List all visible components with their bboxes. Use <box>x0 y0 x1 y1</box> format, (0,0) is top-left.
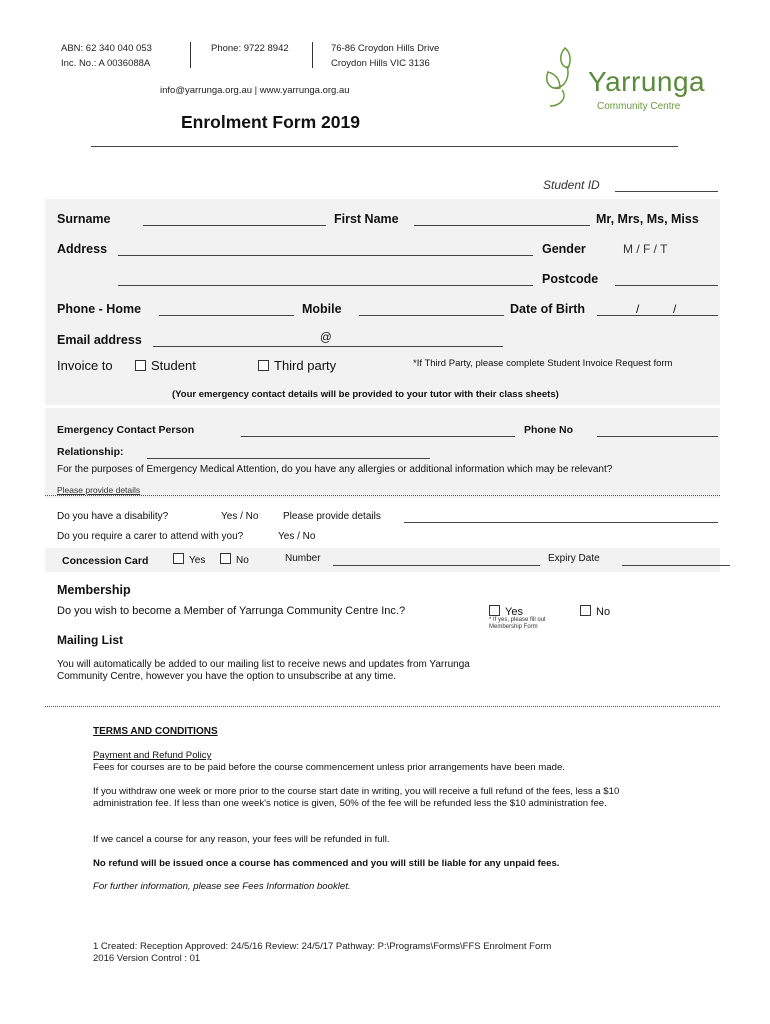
expiry-date-field[interactable] <box>622 565 730 566</box>
surname-label: Surname <box>57 212 111 226</box>
concession-yes-option[interactable] <box>173 553 205 566</box>
invoice-third-party-option[interactable] <box>258 358 336 373</box>
third-party-option-label: Third party <box>274 358 337 373</box>
header-divider <box>312 42 313 68</box>
membership-no-option[interactable] <box>580 605 610 618</box>
membership-yes-checkbox[interactable] <box>489 605 500 616</box>
concession-no-label: No <box>236 555 249 566</box>
disability-question: Do you have a disability? <box>57 511 169 522</box>
address-field-1[interactable] <box>118 255 533 256</box>
logo-subtitle: Community Centre <box>597 101 681 112</box>
contact-line: info@yarrunga.org.au | www.yarrunga.org.au <box>160 85 350 96</box>
emergency-contact-label: Emergency Contact Person <box>57 424 195 436</box>
mobile-field[interactable] <box>359 315 504 316</box>
expiry-date-label: Expiry Date <box>548 553 600 564</box>
surname-field[interactable] <box>143 225 326 226</box>
phone-text: Phone: 9722 8942 <box>211 43 289 54</box>
membership-question: Do you wish to become a Member of Yarrunga Community Centre Inc.? <box>57 605 406 617</box>
gender-label: Gender <box>542 242 586 256</box>
mailing-list-text: You will automatically be added to our mailing list to receive news and updates from Yarrunga Community Centre, however you have the option to unsubscribe at any time. <box>57 659 470 682</box>
phone-home-label: Phone - Home <box>57 302 142 316</box>
header-divider <box>190 42 191 68</box>
abn-text: ABN: 62 340 040 053 <box>61 43 152 54</box>
concession-number-label: Number <box>285 553 321 564</box>
disability-details-label: Please provide details <box>283 511 381 522</box>
terms-paragraph-5: For further information, please see Fees Information booklet. <box>93 881 351 892</box>
concession-number-field[interactable] <box>333 565 540 566</box>
terms-paragraph-2: If you withdraw one week or more prior to the course start date in writing, you will receive a full refund of the fees, less a $10 administration fee. If less than one week's notice is given, 50% of the fee will be refunded less the $10 administration fee. <box>93 786 620 809</box>
dob-separator: / <box>673 302 677 316</box>
student-option-label: Student <box>151 358 196 373</box>
gender-options[interactable]: M / F / T <box>623 242 668 256</box>
title-rule <box>91 146 678 147</box>
student-checkbox[interactable] <box>135 360 146 371</box>
personal-details-section <box>45 199 720 405</box>
emergency-phone-field[interactable] <box>597 436 718 437</box>
email-field[interactable] <box>153 346 503 347</box>
membership-note: * If yes, please fill out Membership Form <box>489 617 546 630</box>
disability-details-field[interactable] <box>404 522 718 523</box>
disability-options[interactable]: Yes / No <box>221 511 259 522</box>
email-label: Email address <box>57 333 142 347</box>
medical-question: For the purposes of Emergency Medical Attention, do you have any allergies or additional information which may be relevant? <box>57 464 613 475</box>
emergency-note: (Your emergency contact details will be provided to your tutor with their class sheets) <box>172 389 559 400</box>
address-label: Address <box>57 242 108 256</box>
title-options-label: Mr, Mrs, Ms, Miss <box>596 212 699 226</box>
address-line-2: Croydon Hills VIC 3136 <box>331 58 430 69</box>
footer-line-1: 1 Created: Reception Approved: 24/5/16 Review: 24/5/17 Pathway: P:\Programs\Forms\FFS Enrolment Form <box>93 941 552 952</box>
mailing-list-heading: Mailing List <box>57 633 123 647</box>
first-name-label: First Name <box>334 212 399 226</box>
invoice-student-option[interactable] <box>135 358 196 373</box>
terms-paragraph-3: If we cancel a course for any reason, your fees will be refunded in full. <box>93 834 390 845</box>
dob-separator: / <box>636 302 640 316</box>
section-divider <box>45 706 720 707</box>
membership-no-label: No <box>596 606 611 618</box>
concession-yes-checkbox[interactable] <box>173 553 184 564</box>
medical-details-field[interactable] <box>45 495 720 496</box>
please-provide-details: Please provide details <box>57 485 141 495</box>
concession-no-option[interactable] <box>220 553 249 566</box>
footer-line-2: 2016 Version Control : 01 <box>93 953 201 964</box>
address-line-1: 76-86 Croydon Hills Drive <box>331 43 440 54</box>
carer-options[interactable]: Yes / No <box>278 531 316 542</box>
membership-yes-label: Yes <box>505 606 523 618</box>
concession-card-label: Concession Card <box>62 555 149 567</box>
membership-heading: Membership <box>57 583 131 597</box>
address-field-2[interactable] <box>118 285 533 286</box>
dob-field[interactable] <box>597 315 718 316</box>
postcode-label: Postcode <box>542 272 599 286</box>
inc-number-text: Inc. No.: A 0036088A <box>61 58 151 69</box>
relationship-label: Relationship: <box>57 446 124 458</box>
third-party-checkbox[interactable] <box>258 360 269 371</box>
emergency-contact-field[interactable] <box>241 436 515 437</box>
payment-refund-heading: Payment and Refund Policy <box>93 750 212 761</box>
terms-paragraph-4: No refund will be issued once a course has commenced and you will still be liable for any unpaid fees. <box>93 858 560 869</box>
terms-heading: TERMS AND CONDITIONS <box>93 726 218 737</box>
first-name-field[interactable] <box>414 225 590 226</box>
relationship-field[interactable] <box>147 458 430 459</box>
dob-label: Date of Birth <box>510 302 585 316</box>
postcode-field[interactable] <box>615 285 718 286</box>
page-title: Enrolment Form 2019 <box>181 112 360 132</box>
invoice-to-label: Invoice to <box>57 358 113 373</box>
student-id-label: Student ID <box>543 178 600 192</box>
emergency-phone-label: Phone No <box>524 424 573 436</box>
concession-yes-label: Yes <box>189 555 206 566</box>
student-id-field[interactable] <box>615 191 718 192</box>
logo-name: Yarrunga <box>588 66 706 97</box>
emergency-section <box>45 408 720 498</box>
concession-no-checkbox[interactable] <box>220 553 231 564</box>
carer-question: Do you require a carer to attend with you? <box>57 531 244 542</box>
membership-no-checkbox[interactable] <box>580 605 591 616</box>
mobile-label: Mobile <box>302 302 342 316</box>
terms-paragraph-1: Fees for courses are to be paid before the course commencement unless prior arrangements have been made. <box>93 762 565 773</box>
email-at-sign: @ <box>320 332 332 344</box>
third-party-note: *If Third Party, please complete Student Invoice Request form <box>413 358 673 369</box>
phone-home-field[interactable] <box>159 315 294 316</box>
